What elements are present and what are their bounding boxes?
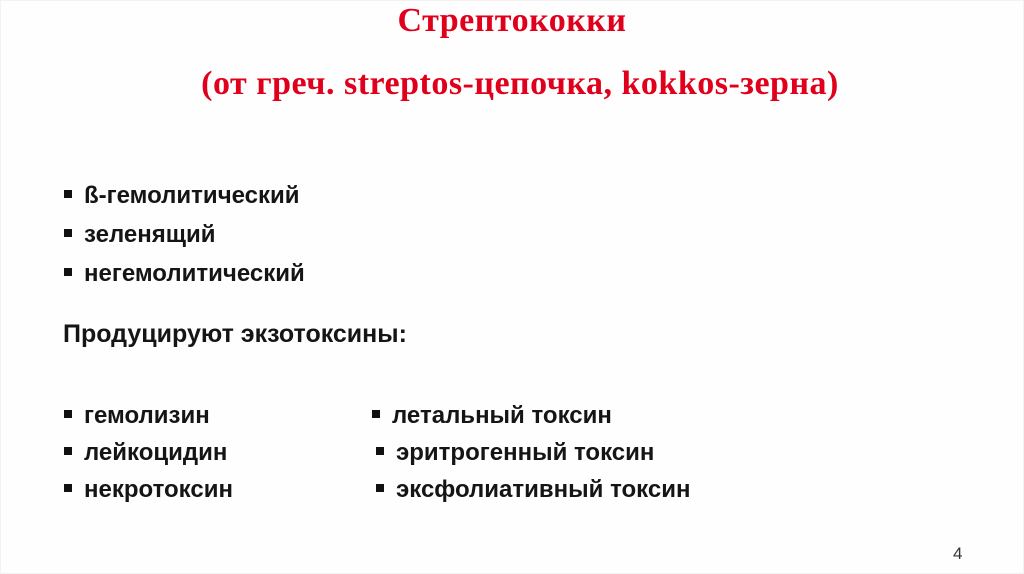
square-bullet-icon: [64, 268, 72, 276]
square-bullet-icon: [64, 484, 72, 492]
square-bullet-icon: [64, 190, 72, 198]
slide-title: Стрептококки: [397, 2, 627, 39]
list-item-text: зеленящий: [84, 221, 216, 248]
list-item: [64, 176, 305, 215]
list-item-text: эритрогенный токсин: [396, 439, 655, 466]
square-bullet-icon: [64, 447, 72, 455]
toxins-left-list: [64, 397, 233, 508]
square-bullet-icon: [64, 410, 72, 418]
list-item: [64, 254, 305, 293]
list-item: [64, 471, 233, 508]
list-item: [64, 215, 305, 254]
list-item: [372, 397, 686, 434]
toxins-right-list: [372, 397, 691, 508]
list-item-text: ß-гемолитический: [84, 182, 300, 209]
list-item-text: лейкоцидин: [84, 439, 228, 466]
square-bullet-icon: [376, 447, 384, 455]
list-item: [64, 434, 233, 471]
square-bullet-icon: [372, 410, 380, 418]
slide-subtitle: (от греч. streptos-цепочка, kokkos-зерна): [201, 65, 839, 102]
square-bullet-icon: [376, 484, 384, 492]
list-item-text: летальный токсин: [392, 402, 612, 429]
list-item: [64, 397, 233, 434]
list-item: [376, 471, 690, 508]
list-item: [376, 434, 690, 471]
list-item-text: некротоксин: [84, 476, 233, 503]
exotoxins-heading: Продуцируют экзотоксины:: [63, 320, 407, 348]
streptococcus-types-list: [64, 176, 305, 293]
list-item-text: гемолизин: [84, 402, 210, 429]
list-item-text: эксфолиативный токсин: [396, 476, 691, 503]
list-item-text: негемолитический: [84, 260, 305, 287]
page-number: 4: [953, 544, 963, 563]
square-bullet-icon: [64, 229, 72, 237]
